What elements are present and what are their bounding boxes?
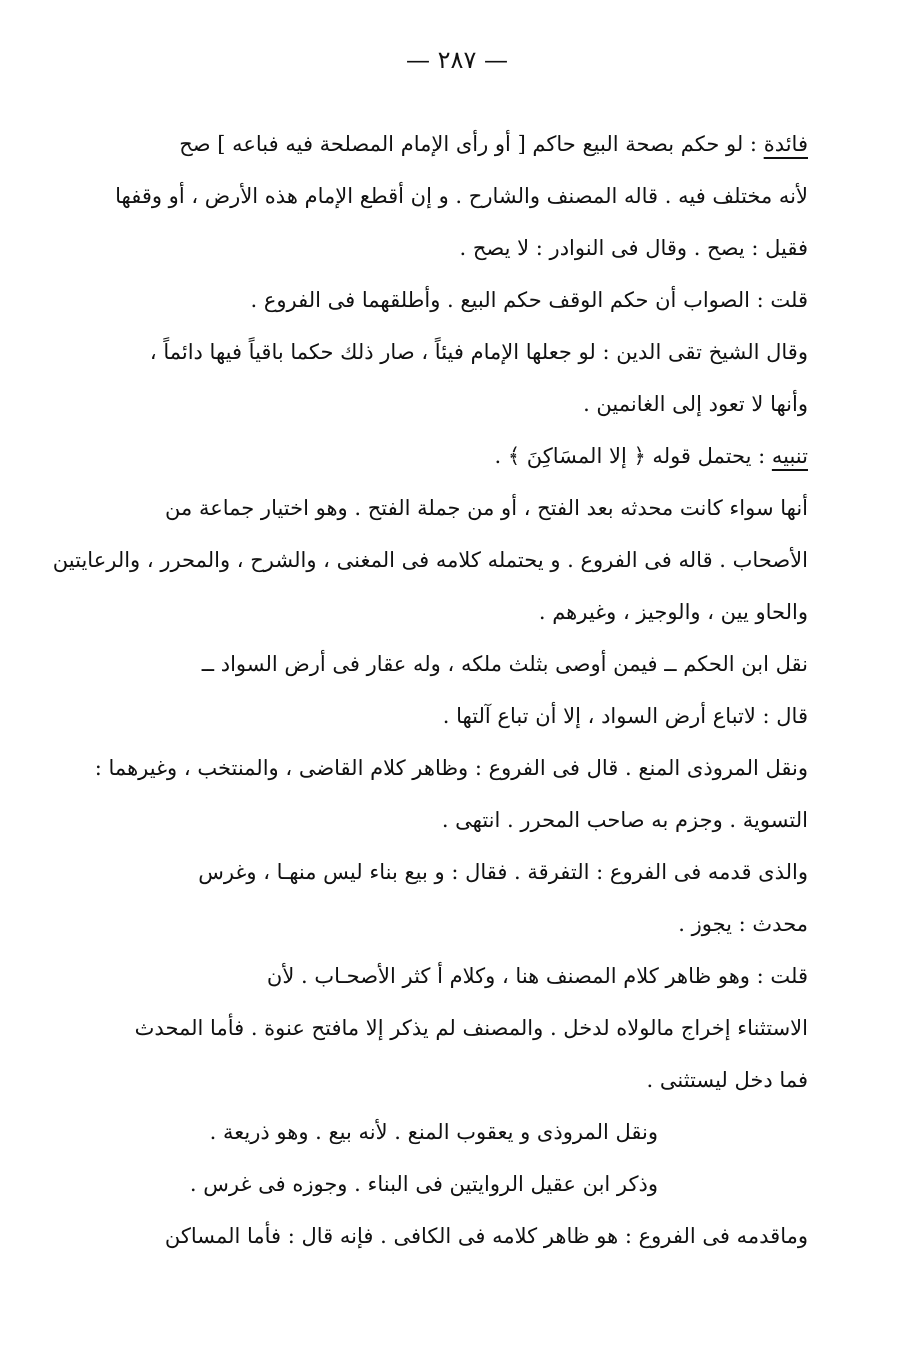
line-text: : يحتمل قوله ﴿ إلا المسَاكِنَ ﴾ . [494,444,766,468]
body-text [52,118,808,1262]
text-line-22: وماقدمه فى الفروع : هو ظاهر كلامه فى الكافى . فإنه قال : فأما المساكن [164,1224,808,1248]
text-line-13: ونقل المروذى المنع . قال فى الفروع : وظاهر كلام القاضى ، والمنتخب ، وغيرهما : [94,756,808,780]
text-line-6: وأنها لا تعود إلى الغانمين . [583,392,808,416]
text-line-16: محدث : يجوز . [678,912,808,936]
text-line-12: قال : لاتباع أرض السواد ، إلا أن تباع آلتها . [442,704,808,728]
line-text: : لو حكم بصحة البيع حاكم [ أو رأى الإمام المصلحة فيه فباعه ] صح [179,132,757,156]
text-line-18: الاستثناء إخراج مالولاه لدخل . والمصنف لم يذكر إلا مافتح عنوة . فأما المحدث [134,1016,808,1040]
text-line-20: ونقل المروذى و يعقوب المنع . لأنه بيع . وهو ذريعة . [209,1120,658,1144]
text-line-14: التسوية . وجزم به صاحب المحرر . انتهى . [441,808,808,832]
text-line-10: والحاو يين ، والوجيز ، وغيرهم . [538,600,808,624]
text-line-1 [166,118,808,170]
text-line-21: وذكر ابن عقيل الروايتين فى البناء . وجوزه فى غرس . [189,1172,658,1196]
text-line-9: الأصحاب . قاله فى الفروع . و يحتمله كلامه فى المغنى ، والشرح ، والمحرر ، والرعايتين [52,548,808,572]
page-number: — ٢٨٧ — [406,46,508,74]
text-line-5: وقال الشيخ تقى الدين : لو جعلها الإمام فيئاً ، صار ذلك حكما باقياً فيها دائماً ، [149,340,808,364]
text-line-8: أنها سواء كانت محدثه بعد الفتح ، أو من جملة الفتح . وهو اختيار جماعة من [165,496,808,520]
note-label-tanbih: تنبيه [771,444,808,468]
text-line-2: لأنه مختلف فيه . قاله المصنف والشارح . و إن أقطع الإمام هذه الأرض ، أو وقفها [115,184,808,208]
text-line-11: نقل ابن الحكم ــ فيمن أوصى بثلث ملكه ، وله عقار فى أرض السواد ــ [201,652,808,676]
text-line-7 [166,430,808,482]
text-line-19: فما دخل ليستثنى . [646,1068,808,1092]
text-line-15: والذى قدمه فى الفروع : التفرقة . فقال : و بيع بناء ليس منهـا ، وغرس [198,860,808,884]
text-line-4: قلت : الصواب أن حكم الوقف حكم البيع . وأطلقهما فى الفروع . [250,288,808,312]
text-line-3: فقيل : يصح . وقال فى النوادر : لا يصح . [459,236,808,260]
text-line-17: قلت : وهو ظاهر كلام المصنف هنا ، وكلام أ كثر الأصحـاب . لأن [266,964,808,988]
note-label-faida: فائدة [763,132,808,156]
